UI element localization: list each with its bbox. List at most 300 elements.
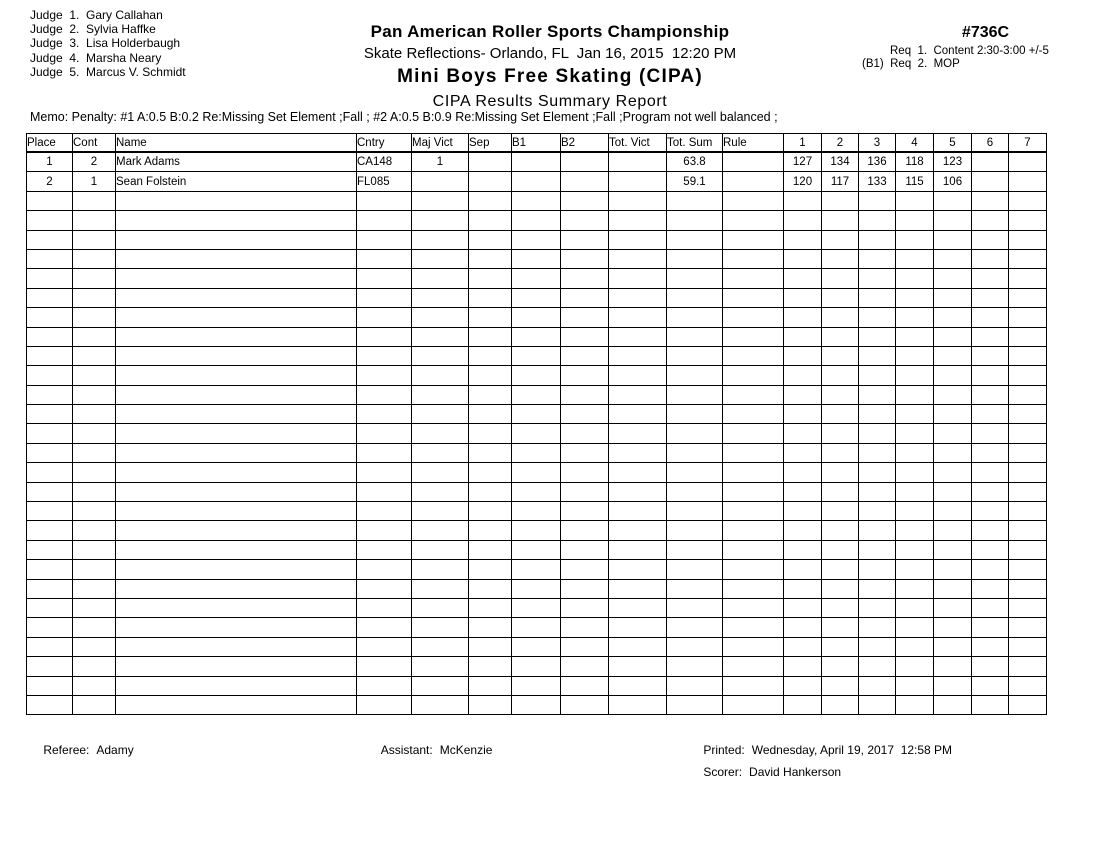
cell-j5 [934, 230, 972, 249]
cell-name [116, 405, 357, 424]
cell-b1 [512, 269, 561, 288]
cell-j7 [1009, 657, 1047, 676]
cell-j7 [1009, 695, 1047, 714]
cell-j7 [1009, 249, 1047, 268]
column-header-sep: Sep [469, 134, 512, 153]
cell-b2 [561, 366, 609, 385]
cell-cont [73, 502, 116, 521]
cell-j1 [784, 346, 822, 365]
cell-j1 [784, 366, 822, 385]
cell-j2 [822, 346, 859, 365]
cell-sep [469, 618, 512, 637]
column-header-tot_sum: Tot. Sum [667, 134, 723, 153]
results-table [26, 133, 1047, 715]
cell-j1 [784, 385, 822, 404]
cell-tot_vict [609, 443, 667, 462]
cell-j1 [784, 618, 822, 637]
cell-tot_vict [609, 191, 667, 210]
cell-tot_vict [609, 695, 667, 714]
cell-b1 [512, 230, 561, 249]
cell-sep [469, 424, 512, 443]
cell-maj_vict [412, 269, 469, 288]
column-header-j5: 5 [934, 134, 972, 153]
cell-cntry [357, 695, 412, 714]
cell-tot_sum [667, 346, 723, 365]
cell-name [116, 308, 357, 327]
column-header-b1: B1 [512, 134, 561, 153]
cell-j4 [896, 230, 934, 249]
cell-cntry [357, 598, 412, 617]
cell-tot_vict [609, 327, 667, 346]
cell-rule [723, 308, 784, 327]
cell-j5 [934, 540, 972, 559]
judge-line: Judge 3. Lisa Holderbaugh [30, 36, 181, 51]
cell-place [27, 327, 73, 346]
cell-tot_vict [609, 249, 667, 268]
cell-place [27, 637, 73, 656]
cell-name [116, 443, 357, 462]
cell-cntry: CA148 [357, 152, 412, 172]
judge-line: Judge 4. Marsha Neary [30, 50, 162, 65]
cell-cntry [357, 424, 412, 443]
cell-maj_vict [412, 191, 469, 210]
cell-tot_vict [609, 521, 667, 540]
cell-j3 [859, 579, 896, 598]
cell-sep [469, 502, 512, 521]
cell-j5 [934, 308, 972, 327]
cell-b2 [561, 502, 609, 521]
cell-b1 [512, 579, 561, 598]
cell-maj_vict [412, 502, 469, 521]
cell-tot_vict [609, 502, 667, 521]
cell-j5 [934, 385, 972, 404]
cell-place [27, 502, 73, 521]
cell-j6 [972, 152, 1009, 172]
cell-j2 [822, 405, 859, 424]
table-row-empty [27, 618, 1047, 637]
cell-sep [469, 695, 512, 714]
cell-b1 [512, 618, 561, 637]
cell-j1 [784, 695, 822, 714]
event-info-block [862, 24, 1064, 70]
cell-name [116, 230, 357, 249]
table-row-empty [27, 288, 1047, 307]
cell-tot_sum [667, 211, 723, 230]
memo-line: Memo: Penalty: #1 A:0.5 B:0.2 Re:Missing Set Element ;Fall ; #2 A:0.5 B:0.9 Re:Missing Set Element ;Fall ;Program not well balanced ; [30, 110, 778, 124]
column-header-j4: 4 [896, 134, 934, 153]
cell-j7 [1009, 618, 1047, 637]
cell-sep [469, 230, 512, 249]
table-row-empty [27, 249, 1047, 268]
cell-b2 [561, 521, 609, 540]
cell-rule [723, 695, 784, 714]
table-row-empty [27, 521, 1047, 540]
cell-j7 [1009, 211, 1047, 230]
table-row-empty [27, 327, 1047, 346]
cell-tot_vict [609, 269, 667, 288]
cell-j2 [822, 657, 859, 676]
cell-maj_vict [412, 366, 469, 385]
cell-j4 [896, 385, 934, 404]
cell-j5 [934, 598, 972, 617]
cell-j3 [859, 540, 896, 559]
cell-name [116, 346, 357, 365]
cell-j6 [972, 618, 1009, 637]
cell-b1 [512, 172, 561, 191]
cell-cont [73, 540, 116, 559]
cell-j4 [896, 598, 934, 617]
cell-b2 [561, 637, 609, 656]
cell-j2 [822, 463, 859, 482]
cell-tot_sum [667, 327, 723, 346]
cell-j6 [972, 482, 1009, 501]
cell-b2 [561, 288, 609, 307]
cell-j3 [859, 405, 896, 424]
cell-rule [723, 502, 784, 521]
cell-j5 [934, 463, 972, 482]
cell-j7 [1009, 191, 1047, 210]
cell-rule [723, 211, 784, 230]
cell-cntry: FL085 [357, 172, 412, 191]
cell-j4 [896, 560, 934, 579]
cell-b2 [561, 152, 609, 172]
cell-b1 [512, 211, 561, 230]
cell-place [27, 269, 73, 288]
cell-j2 [822, 308, 859, 327]
cell-j3: 133 [859, 172, 896, 191]
cell-j6 [972, 191, 1009, 210]
cell-tot_sum [667, 443, 723, 462]
cell-tot_vict [609, 579, 667, 598]
cell-cont [73, 618, 116, 637]
cell-name [116, 598, 357, 617]
table-row-empty [27, 191, 1047, 210]
cell-tot_vict [609, 308, 667, 327]
cell-tot_sum [667, 502, 723, 521]
cell-sep [469, 676, 512, 695]
cell-j4: 118 [896, 152, 934, 172]
cell-rule [723, 521, 784, 540]
cell-j4 [896, 443, 934, 462]
cell-name [116, 676, 357, 695]
cell-place [27, 560, 73, 579]
column-header-cntry: Cntry [357, 134, 412, 153]
cell-cntry [357, 540, 412, 559]
cell-cntry [357, 676, 412, 695]
cell-name [116, 327, 357, 346]
cell-j4 [896, 249, 934, 268]
cell-j3 [859, 249, 896, 268]
cell-place [27, 191, 73, 210]
cell-rule [723, 230, 784, 249]
referee-label: Referee: [43, 743, 90, 757]
cell-rule [723, 598, 784, 617]
cell-j7 [1009, 502, 1047, 521]
cell-sep [469, 598, 512, 617]
cell-place [27, 598, 73, 617]
cell-tot_vict [609, 598, 667, 617]
judge-line: Judge 5. Marcus V. Schmidt [30, 64, 186, 79]
cell-maj_vict [412, 327, 469, 346]
cell-j6 [972, 540, 1009, 559]
cell-b1 [512, 502, 561, 521]
cell-j5 [934, 346, 972, 365]
cell-name [116, 249, 357, 268]
cell-cntry [357, 211, 412, 230]
cell-cntry [357, 560, 412, 579]
cell-j5 [934, 502, 972, 521]
cell-j3 [859, 695, 896, 714]
scorer-value: David Hankerson [749, 765, 842, 779]
cell-j6 [972, 676, 1009, 695]
cell-tot_sum: 63.8 [667, 152, 723, 172]
cell-j4 [896, 637, 934, 656]
cell-name [116, 618, 357, 637]
cell-j2 [822, 327, 859, 346]
cell-tot_vict [609, 152, 667, 172]
cell-cont [73, 443, 116, 462]
cell-j6 [972, 424, 1009, 443]
cell-cntry [357, 405, 412, 424]
cell-j6 [972, 598, 1009, 617]
table-row-empty [27, 482, 1047, 501]
cell-place [27, 482, 73, 501]
cell-j4 [896, 657, 934, 676]
cell-j6 [972, 366, 1009, 385]
cell-tot_sum [667, 288, 723, 307]
cell-sep [469, 366, 512, 385]
cell-maj_vict [412, 346, 469, 365]
cell-cntry [357, 230, 412, 249]
table-row-empty [27, 346, 1047, 365]
table-row-empty [27, 405, 1047, 424]
cell-j6 [972, 288, 1009, 307]
cell-b2 [561, 308, 609, 327]
cell-cntry [357, 521, 412, 540]
cell-rule [723, 152, 784, 172]
cell-j7 [1009, 676, 1047, 695]
cell-rule [723, 385, 784, 404]
cell-j2: 117 [822, 172, 859, 191]
cell-maj_vict [412, 521, 469, 540]
cell-j4 [896, 308, 934, 327]
cell-b1 [512, 288, 561, 307]
cell-cont: 1 [73, 172, 116, 191]
cell-j3 [859, 598, 896, 617]
cell-j5 [934, 560, 972, 579]
cell-cntry [357, 288, 412, 307]
cell-cntry [357, 637, 412, 656]
cell-b2 [561, 695, 609, 714]
cell-b1 [512, 482, 561, 501]
column-header-place: Place [27, 134, 73, 153]
cell-tot_sum: 59.1 [667, 172, 723, 191]
cell-tot_vict [609, 618, 667, 637]
cell-j4 [896, 463, 934, 482]
cell-sep [469, 443, 512, 462]
cell-tot_vict [609, 637, 667, 656]
cell-j3 [859, 230, 896, 249]
cell-j4 [896, 346, 934, 365]
cell-sep [469, 405, 512, 424]
cell-j6 [972, 405, 1009, 424]
cell-j5 [934, 521, 972, 540]
cell-b2 [561, 482, 609, 501]
cell-place [27, 695, 73, 714]
cell-j7 [1009, 521, 1047, 540]
printed-label: Printed: [703, 743, 745, 757]
cell-j4 [896, 211, 934, 230]
cell-tot_vict [609, 172, 667, 191]
cell-cont: 2 [73, 152, 116, 172]
cell-b1 [512, 152, 561, 172]
cell-b2 [561, 249, 609, 268]
cell-maj_vict [412, 424, 469, 443]
cell-b1 [512, 560, 561, 579]
cell-maj_vict [412, 463, 469, 482]
cell-j2 [822, 695, 859, 714]
cell-rule [723, 405, 784, 424]
cell-j7 [1009, 424, 1047, 443]
cell-maj_vict [412, 172, 469, 191]
table-row-empty [27, 443, 1047, 462]
cell-j1: 120 [784, 172, 822, 191]
cell-sep [469, 152, 512, 172]
cell-b1 [512, 366, 561, 385]
cell-name [116, 695, 357, 714]
cell-j1 [784, 288, 822, 307]
cell-cont [73, 288, 116, 307]
cell-j7 [1009, 598, 1047, 617]
column-header-cont: Cont [73, 134, 116, 153]
requirement-1: Req 1. Content 2:30-3:00 +/-5 [890, 45, 1049, 57]
cell-b2 [561, 443, 609, 462]
cell-place [27, 540, 73, 559]
cell-j3 [859, 560, 896, 579]
cell-j2 [822, 249, 859, 268]
cell-tot_vict [609, 211, 667, 230]
cell-rule [723, 249, 784, 268]
report-title: CIPA Results Summary Report [432, 93, 668, 110]
cell-j1 [784, 463, 822, 482]
printed-value: Wednesday, April 19, 2017 12:58 PM [751, 743, 953, 757]
cell-j4 [896, 288, 934, 307]
cell-maj_vict [412, 443, 469, 462]
cell-rule [723, 327, 784, 346]
cell-j4 [896, 521, 934, 540]
cell-j5 [934, 579, 972, 598]
cell-b1 [512, 405, 561, 424]
cell-j1 [784, 424, 822, 443]
column-header-rule: Rule [723, 134, 784, 153]
cell-j6 [972, 269, 1009, 288]
cell-name [116, 211, 357, 230]
cell-name [116, 540, 357, 559]
table-row-empty [27, 230, 1047, 249]
cell-j3 [859, 463, 896, 482]
cell-cntry [357, 366, 412, 385]
cell-cntry [357, 191, 412, 210]
cell-name [116, 366, 357, 385]
cell-j5 [934, 405, 972, 424]
cell-b1 [512, 308, 561, 327]
cell-tot_sum [667, 521, 723, 540]
cell-place [27, 657, 73, 676]
cell-j6 [972, 172, 1009, 191]
cell-tot_vict [609, 366, 667, 385]
cell-cont [73, 308, 116, 327]
cell-j3 [859, 637, 896, 656]
cell-rule [723, 443, 784, 462]
cell-maj_vict [412, 211, 469, 230]
cell-b1 [512, 676, 561, 695]
cell-maj_vict [412, 385, 469, 404]
cell-b1 [512, 346, 561, 365]
cell-j5 [934, 288, 972, 307]
cell-cont [73, 327, 116, 346]
cell-tot_sum [667, 540, 723, 559]
cell-cont [73, 405, 116, 424]
table-row [27, 172, 1047, 191]
cell-j1 [784, 405, 822, 424]
cell-name [116, 288, 357, 307]
cell-j4 [896, 540, 934, 559]
cell-tot_sum [667, 579, 723, 598]
cell-maj_vict [412, 405, 469, 424]
cell-j1 [784, 308, 822, 327]
cell-cntry [357, 269, 412, 288]
cell-j1 [784, 540, 822, 559]
cell-j2 [822, 540, 859, 559]
cell-b2 [561, 676, 609, 695]
cell-place [27, 463, 73, 482]
judge-line: Judge 2. Sylvia Haffke [30, 22, 156, 37]
cell-place [27, 346, 73, 365]
cell-b1 [512, 695, 561, 714]
cell-sep [469, 249, 512, 268]
cell-maj_vict [412, 288, 469, 307]
cell-maj_vict [412, 657, 469, 676]
cell-j2 [822, 598, 859, 617]
cell-tot_sum [667, 191, 723, 210]
cell-maj_vict [412, 308, 469, 327]
cell-tot_sum [667, 598, 723, 617]
cell-j2 [822, 269, 859, 288]
cell-j1 [784, 443, 822, 462]
cell-j7 [1009, 443, 1047, 462]
cell-name [116, 385, 357, 404]
cell-sep [469, 308, 512, 327]
cell-b2 [561, 172, 609, 191]
cell-place [27, 424, 73, 443]
column-header-j6: 6 [972, 134, 1009, 153]
cell-place [27, 676, 73, 695]
event-title: Mini Boys Free Skating (CIPA) [397, 66, 703, 87]
cell-rule [723, 288, 784, 307]
cell-tot_sum [667, 366, 723, 385]
cell-tot_vict [609, 424, 667, 443]
cell-tot_sum [667, 637, 723, 656]
cell-sep [469, 327, 512, 346]
table-row-empty [27, 695, 1047, 714]
assistant-value: McKenzie [439, 743, 493, 757]
referee-value: Adamy [96, 743, 134, 757]
cell-maj_vict [412, 560, 469, 579]
cell-b1 [512, 521, 561, 540]
cell-b1 [512, 191, 561, 210]
cell-j2 [822, 482, 859, 501]
cell-name: Sean Folstein [116, 172, 357, 191]
